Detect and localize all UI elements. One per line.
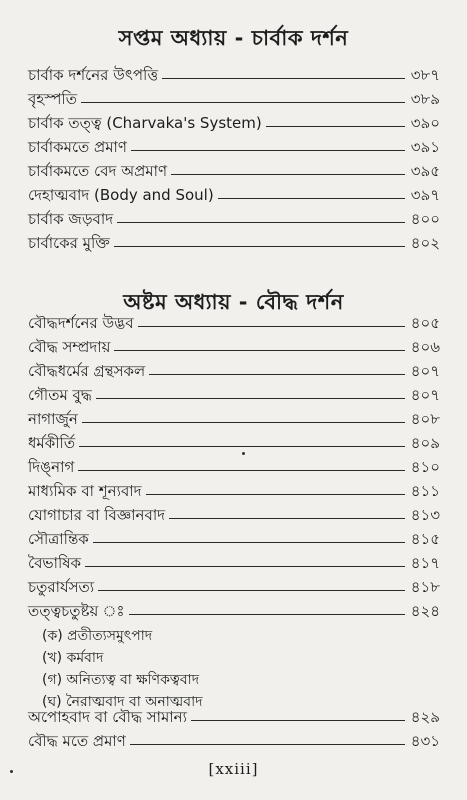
toc-entry xyxy=(28,110,440,132)
toc-entry xyxy=(28,526,440,548)
leader-line xyxy=(114,246,405,247)
toc-entry xyxy=(28,550,440,572)
page-number-footer: [xxiii] xyxy=(208,760,259,778)
toc-entry-title: যোগাচার বা বিজ্ঞানবাদ xyxy=(28,506,166,524)
toc-entry-page: ৩৯১ xyxy=(410,138,440,156)
toc-entry xyxy=(28,406,440,428)
toc-entry xyxy=(28,134,440,156)
leader-line xyxy=(162,78,405,79)
toc-entry xyxy=(28,158,440,180)
toc-entry xyxy=(28,728,440,750)
chapter-8-heading: অষ্টম অধ্যায় - বৌদ্ধ দর্শন xyxy=(123,290,344,314)
toc-entry-page: ৩৮৭ xyxy=(410,66,440,84)
toc-entry xyxy=(28,574,440,596)
toc-subentry: (ক) প্রতীত্যসমুৎপাদ xyxy=(42,628,153,644)
toc-entry-page: ৪১৩ xyxy=(410,506,440,524)
toc-entry xyxy=(28,86,440,108)
toc-entry-page: ৪১৫ xyxy=(410,530,440,548)
toc-entry xyxy=(28,598,440,620)
leader-line xyxy=(93,542,405,543)
toc-entry-page: ৪১৭ xyxy=(410,554,440,572)
leader-line xyxy=(218,198,405,199)
toc-entry-title: চার্বাক জড়বাদ xyxy=(28,210,114,228)
leader-line xyxy=(98,590,405,591)
leader-line xyxy=(146,494,405,495)
toc-subentry: (খ) কর্মবাদ xyxy=(42,650,104,666)
leader-line xyxy=(266,126,405,127)
toc-entry xyxy=(28,502,440,524)
toc-entry-page: ৪১৮ xyxy=(410,578,440,596)
toc-entry-title: দেহাত্মবাদ (Body and Soul) xyxy=(28,186,214,204)
leader-line xyxy=(81,102,405,103)
toc-entry xyxy=(28,334,440,356)
toc-entry-title: দিঙ্‌নাগ xyxy=(28,458,75,476)
toc-entry-title: নাগার্জুন xyxy=(28,410,78,428)
toc-entry xyxy=(28,478,440,500)
toc-entry-title: চতুরার্যসত্য xyxy=(28,578,95,596)
toc-entry-page: ৪০৬ xyxy=(410,338,440,356)
toc-entry-title: চার্বাক তত্ত্ব (Charvaka's System) xyxy=(28,114,262,132)
toc-entry-page: ৪৩১ xyxy=(410,732,440,750)
toc-entry-title: অপোহবাদ বা বৌদ্ধ সামান্য xyxy=(28,708,187,726)
toc-entry-title: বৌদ্ধদর্শনের উদ্ভব xyxy=(28,314,134,332)
toc-entry-page: ৪০৮ xyxy=(410,410,440,428)
print-speck xyxy=(242,452,245,455)
toc-entry-title: চার্বাকের মুক্তি xyxy=(28,234,110,252)
toc-entry-page: ৪০৭ xyxy=(410,386,440,404)
toc-entry-page: ৩৯০ xyxy=(410,114,440,132)
leader-line xyxy=(171,174,405,175)
toc-entry-title: ধর্মকীর্তি xyxy=(28,434,76,452)
toc-entry xyxy=(28,454,440,476)
leader-line xyxy=(138,326,405,327)
toc-entry-title: তত্ত্বচতুষ্টয় ঃ xyxy=(28,602,125,620)
leader-line xyxy=(169,518,405,519)
toc-entry-title: মাধ্যমিক বা শূন্যবাদ xyxy=(28,482,142,500)
toc-entry-page: ৪২৪ xyxy=(410,602,440,620)
toc-entry-title: গৌতম বুদ্ধ xyxy=(28,386,92,404)
toc-entry-title: বৌদ্ধ সম্প্রদায় xyxy=(28,338,111,356)
leader-line xyxy=(117,222,405,223)
toc-entry xyxy=(28,430,440,452)
leader-line xyxy=(114,350,404,351)
toc-entry-page: ৩৯৭ xyxy=(410,186,440,204)
toc-subentry: (গ) অনিত্যত্ব বা ক্ষণিকত্ববাদ xyxy=(42,672,200,688)
toc-entry-title: বৈভাষিক xyxy=(28,554,81,572)
leader-line xyxy=(85,566,405,567)
toc-entry-page: ৪১১ xyxy=(410,482,440,500)
toc-entry-page: ৪০০ xyxy=(410,210,440,228)
toc-entry-title: বৌদ্ধ মতে প্রমাণ xyxy=(28,732,126,750)
leader-line xyxy=(82,422,405,423)
toc-entry-page: ৪০৭ xyxy=(410,362,440,380)
toc-entry xyxy=(28,310,440,332)
leader-line xyxy=(78,470,404,471)
toc-entry xyxy=(28,358,440,380)
toc-entry xyxy=(28,62,440,84)
toc-entry xyxy=(28,382,440,404)
toc-entry xyxy=(28,182,440,204)
print-speck xyxy=(10,770,13,773)
leader-line xyxy=(79,446,405,447)
leader-line xyxy=(130,744,405,745)
toc-entry xyxy=(28,206,440,228)
toc-entry-page: ৪০২ xyxy=(410,234,440,252)
toc-entry-title: বৌদ্ধধর্মের গ্রন্থসকল xyxy=(28,362,146,380)
leader-line xyxy=(129,614,405,615)
leader-line xyxy=(191,720,405,721)
toc-entry xyxy=(28,704,440,726)
toc-entry-page: ৪২৯ xyxy=(410,708,440,726)
chapter-7-heading: সপ্তম অধ্যায় - চার্বাক দর্শন xyxy=(118,26,349,50)
toc-entry xyxy=(28,230,440,252)
toc-entry-page: ৪০৫ xyxy=(410,314,440,332)
leader-line xyxy=(96,398,405,399)
toc-entry-title: বৃহস্পতি xyxy=(28,90,77,108)
toc-entry-page: ৩৮৯ xyxy=(410,90,440,108)
toc-entry-title: সৌত্রান্তিক xyxy=(28,530,89,548)
toc-entry-page: ৪০৯ xyxy=(410,434,440,452)
toc-entry-title: চার্বাক দর্শনের উৎপত্তি xyxy=(28,66,159,84)
toc-entry-page: ৩৯৫ xyxy=(410,162,440,180)
leader-line xyxy=(149,374,405,375)
toc-entry-title: চার্বাকমতে প্রমাণ xyxy=(28,138,127,156)
leader-line xyxy=(131,150,405,151)
toc-subentry: (ঘ) নৈরাত্মবাদ বা অনাত্মবাদ xyxy=(42,694,203,710)
toc-entry-title: চার্বাকমতে বেদ অপ্রমাণ xyxy=(28,162,168,180)
toc-entry-page: ৪১০ xyxy=(410,458,440,476)
